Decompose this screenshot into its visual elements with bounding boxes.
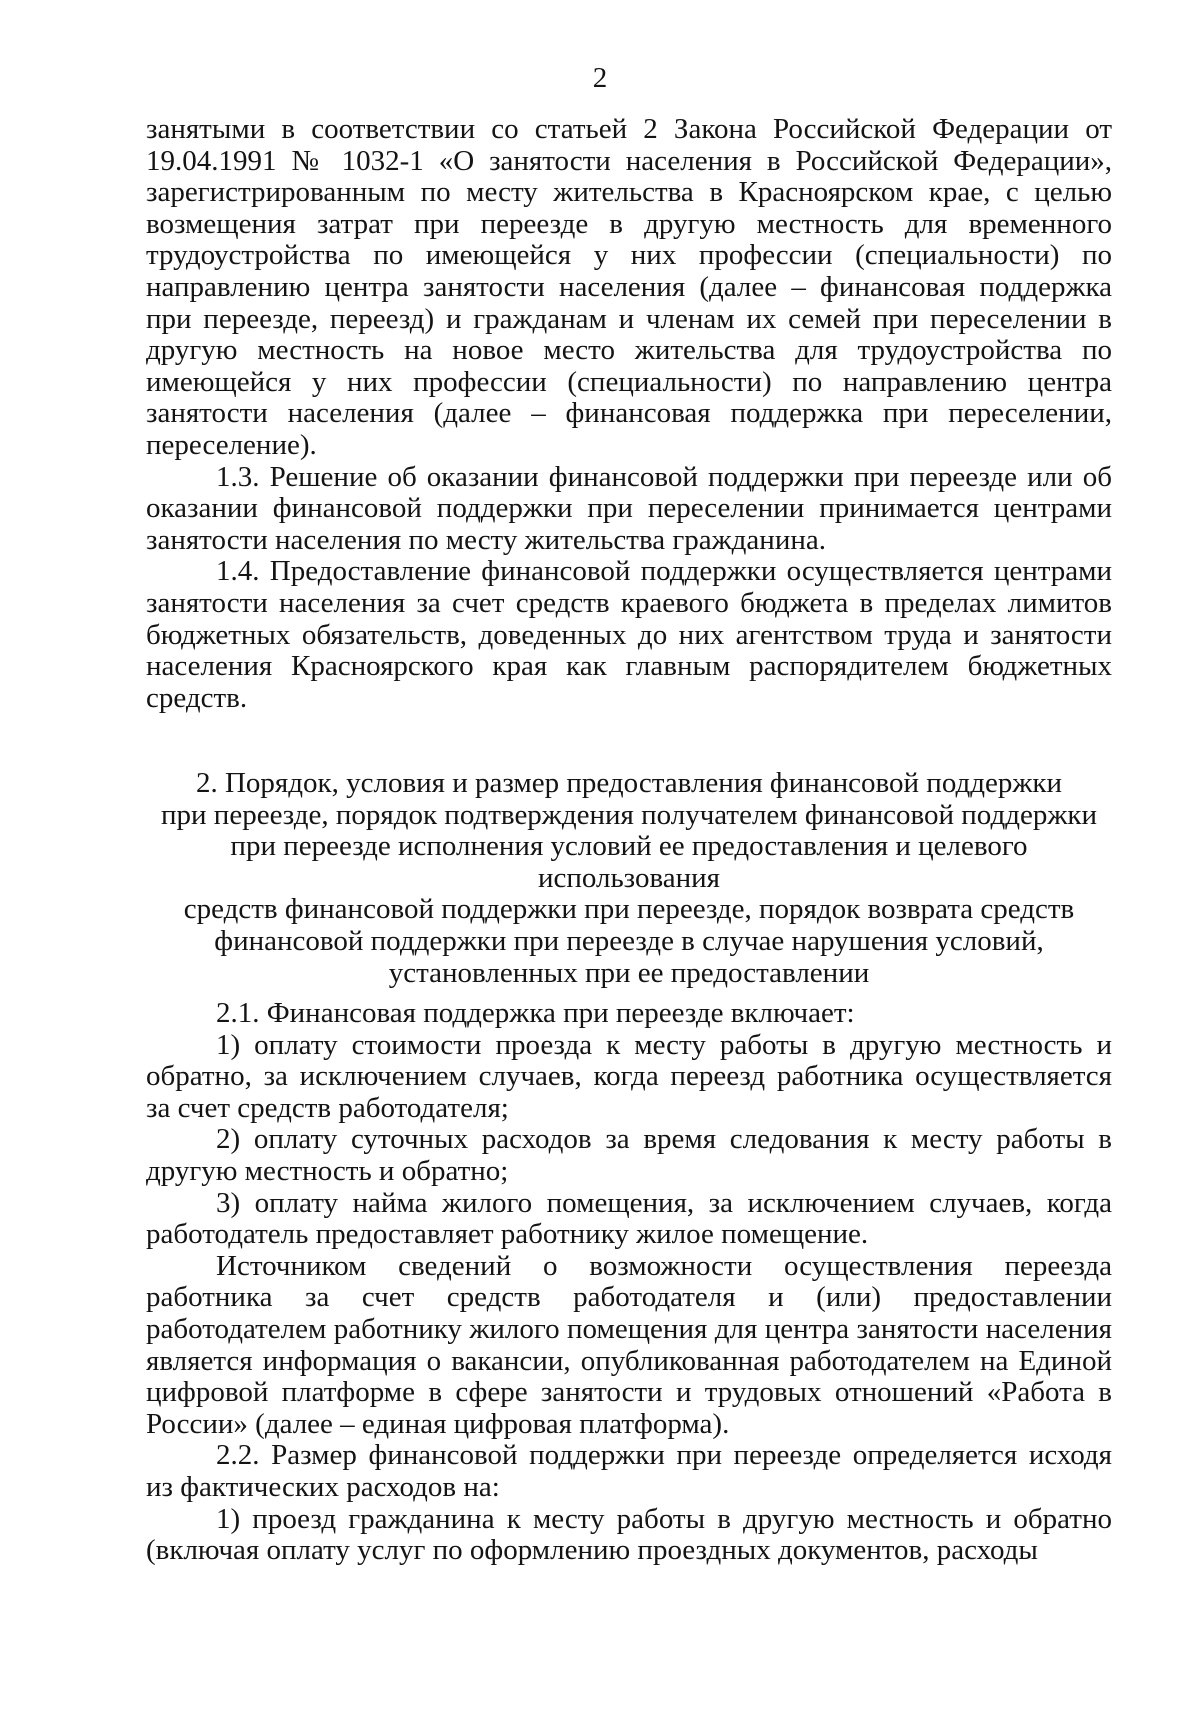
list-item-2-2-1: 1) проезд гражданина к месту работы в другую местность и обратно (включая оплату услуг по оформлению проездных документов, расходы: [146, 1502, 1112, 1567]
heading-line: 2. Порядок, условия и размер предоставления финансовой поддержки: [195, 767, 1063, 799]
list-item-1: 1) оплату стоимости проезда к месту работы в другую местность и обратно, за исключением случаев, когда переезд работника осуществляется за счет средств работодателя;: [146, 1028, 1112, 1124]
paragraph-2-2: 2.2. Размер финансовой поддержки при переезде определяется исходя из фактических расходов на:: [146, 1439, 1112, 1503]
page-number: 2: [592, 62, 608, 94]
heading-line: установленных при ее предоставлении: [388, 956, 870, 989]
heading-line: финансовой поддержки при переезде в случае нарушения условий,: [214, 924, 1044, 957]
paragraph-1-4: 1.4. Предоставление финансовой поддержки осуществляется центрами занятости населения за счет средств краевого бюджета в пределах лимитов бюджетных обязательств, доведенных до них агентством труда и занятости населения Красноярского края как главным распорядителем бюджетных средств.: [146, 555, 1112, 714]
list-item-3: 3) оплату найма жилого помещения, за исключением случаев, когда работодатель предоставляет работнику жилое помещение.: [146, 1186, 1112, 1251]
paragraph-2-1: 2.1. Финансовая поддержка при переезде включает:: [216, 997, 855, 1029]
paragraph-1-3: 1.3. Решение об оказании финансовой поддержки при переезде или об оказании финансовой поддержки при переселении принимается центрами занятости населения по месту жительства гражданина.: [146, 460, 1112, 556]
list-item-2: 2) оплату суточных расходов за время следования к месту работы в другую местность и обратно;: [146, 1123, 1112, 1187]
section-2-body: [146, 998, 1112, 1567]
heading-line: при переезде исполнения условий ее предоставления и целевого использования: [230, 830, 1028, 894]
heading-line: при переезде, порядок подтверждения получателем финансовой поддержки: [161, 798, 1097, 831]
paragraph-source: Источником сведений о возможности осуществления переезда работника за счет средств работодателя и (или) предоставлении работодателем работнику жилого помещения для центра занятости населения является информация о вакансии, опубликованная работодателем на Единой цифровой платформе в сфере занятости и трудовых отношений «Работа в России» (далее – единая цифровая платформа).: [146, 1249, 1112, 1440]
section-2-heading: [146, 768, 1112, 989]
heading-line: средств финансовой поддержки при переезде, порядок возврата средств: [183, 893, 1075, 926]
intro-section: [146, 114, 1112, 714]
paragraph-continuation: занятыми в соответствии со статьей 2 Закона Российской Федерации от 19.04.1991 № 1032-1 «О занятости населения в Российской Федерации», зарегистрированным по месту жительства в Красноярском крае, с целью возмещения затрат при переезде в другую местность для временного трудоустройства по имеющейся у них профессии (специальности) по направлению центра занятости населения (далее – финансовая поддержка при переезде, переезд) и гражданам и членам их семей при переселении в другую местность на новое место жительства для трудоустройства по имеющейся у них профессии (специальности) по направлению центра занятости населения (далее – финансовая поддержка при переселении, переселение).: [146, 113, 1112, 461]
